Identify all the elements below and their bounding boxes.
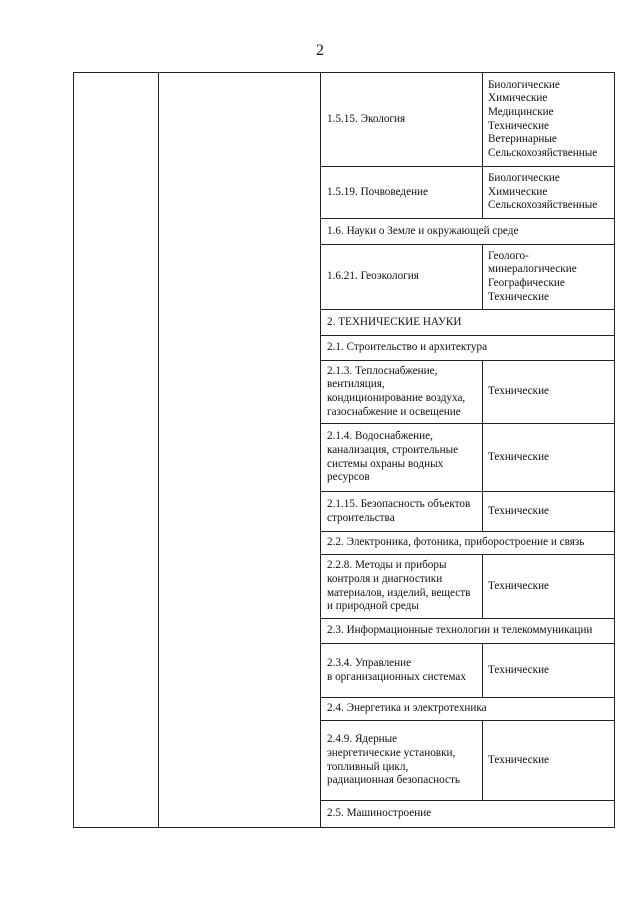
section-heading: 1.6. Науки о Земле и окружающей среде [327,224,519,237]
specialty-name: 2.2.8. Методы и приборы [327,559,447,572]
specialty-name: строительства [327,511,395,524]
specialty-name: и природной среды [327,600,419,613]
science-field: Технические [488,663,550,676]
science-field: Геолого- [488,249,529,262]
science-field: Технические [488,504,550,517]
table-row [320,244,614,309]
table-row-heading [320,697,614,720]
table-row-heading [320,800,614,827]
specialty-name: энергетические установки, [327,746,456,759]
science-fields-cell [482,644,614,697]
section-heading: 2.3. Информационные технологии и телекоммуникации [327,624,593,637]
specialty-code-cell [320,73,482,166]
table-row-heading [320,335,614,360]
table-row [320,423,614,491]
table-row-heading [320,309,614,335]
science-field: Географические [488,277,565,289]
specialty-name: контроля и диагностики [327,572,443,585]
science-field: Медицинские [488,105,554,118]
science-fields-cell [482,167,614,218]
table-row [320,643,614,697]
specialty-name: ресурсов [327,471,370,484]
specialty-name: 1.5.19. Почвоведение [327,185,429,198]
section-heading: 2. ТЕХНИЧЕСКИЕ НАУКИ [327,315,462,328]
science-field: Технические [488,119,550,132]
specialty-name: газоснабжение и освещение [327,405,461,418]
specialty-name: канализация, строительные [327,443,459,456]
specialty-name: 2.3.4. Управление [327,656,412,669]
table-row-heading [320,531,614,554]
science-fields-cell [482,424,614,491]
science-field: минералогические [488,263,577,276]
specialty-name: кондиционирование воздуха, [327,392,466,404]
specialty-code-cell [320,492,482,531]
table-row-heading [320,618,614,643]
science-fields-cell [482,245,614,309]
specialty-name: вентиляция, [327,378,385,391]
section-heading: 2.1. Строительство и архитектура [327,341,488,354]
science-field: Технические [488,290,550,303]
specialty-code-cell [320,721,482,800]
specialty-code-cell [320,424,482,491]
specialty-name: 1.6.21. Геоэкология [327,270,419,283]
specialty-name: 2.1.15. Безопасность объектов [327,497,471,510]
table-row [320,360,614,423]
science-field: Технические [488,579,550,592]
science-field: Технические [488,753,550,766]
table-row [320,73,614,166]
science-fields-cell [482,361,614,423]
table-row [320,491,614,531]
science-field: Сельскохозяйственные [488,146,598,159]
science-field: Химические [488,92,548,105]
table-row [320,720,614,800]
science-fields-cell [482,721,614,800]
science-field: Биологические [488,78,560,91]
specialty-name: в организационных системах [327,670,466,683]
specialty-name: 1.5.15. Экология [327,112,406,125]
specialties-table [73,72,615,828]
specialty-code-cell [320,245,482,309]
specialty-code-cell [320,361,482,423]
science-fields-cell [482,555,614,618]
science-field: Биологические [488,172,560,185]
table-row [320,554,614,618]
science-field: Сельскохозяйственные [488,199,598,212]
section-heading: 2.2. Электроника, фотоника, приборостроение и связь [327,536,585,549]
science-field: Технические [488,385,550,398]
science-fields-cell [482,492,614,531]
specialty-name: радиационная безопасность [327,774,460,787]
specialty-code-cell [320,644,482,697]
specialty-name: топливный цикл, [327,760,409,773]
specialty-name: 2.1.3. Теплоснабжение, [327,364,438,377]
section-heading: 2.5. Машиностроение [327,807,432,820]
specialty-name: материалов, изделий, веществ [327,586,471,599]
specialty-name: 2.1.4. Водоснабжение, [327,430,433,443]
specialty-code-cell [320,555,482,618]
specialty-code-cell [320,167,482,218]
specialty-name: 2.4.9. Ядерные [327,733,398,746]
science-field: Технические [488,450,550,463]
section-heading: 2.4. Энергетика и электротехника [327,702,487,715]
page-number: 2 [316,42,324,59]
science-field: Химические [488,185,548,198]
column-divider [158,73,159,827]
science-field: Ветеринарные [488,133,557,146]
specialty-name: системы охраны водных [327,457,444,470]
table-row [320,166,614,218]
table-row-heading [320,218,614,244]
science-fields-cell [482,73,614,166]
